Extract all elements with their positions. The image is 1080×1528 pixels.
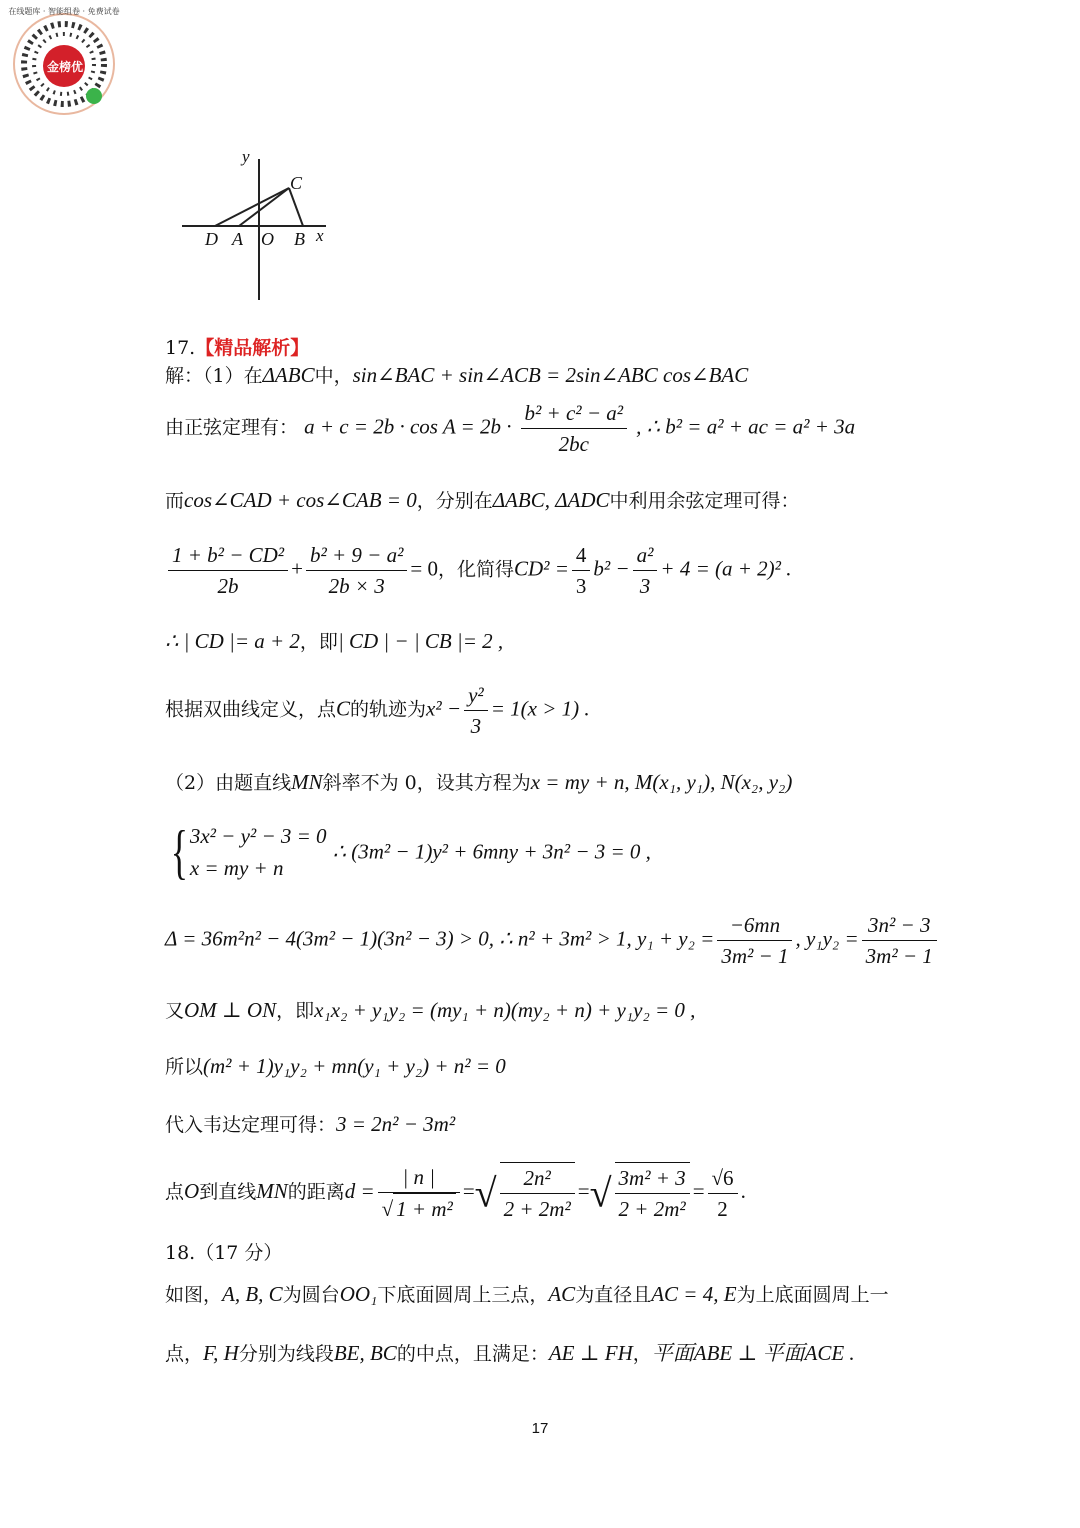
fraction	[306, 540, 407, 601]
numerator: 4	[572, 540, 591, 571]
text: 的轨迹为	[350, 698, 427, 721]
math: (m² + 1)y₁y₂ + mn(y₁ + y₂) + n² = 0	[203, 1054, 506, 1078]
math: b² −	[593, 556, 630, 581]
text: 中利用余弦定理可得：	[609, 490, 800, 512]
equals: =	[577, 1179, 590, 1203]
logo-ring-text: 在线题库 · 智能组卷 · 免费试卷	[8, 7, 120, 16]
axis-y-label: y	[242, 147, 250, 166]
point-o: O	[261, 229, 274, 249]
fraction	[633, 540, 658, 601]
math: F, H	[203, 1341, 239, 1365]
text: ，即	[299, 631, 338, 653]
math: AC = 4, E	[651, 1282, 737, 1306]
math: OO₁	[339, 1282, 378, 1306]
math: + 4 = (a + 2)² .	[660, 556, 792, 581]
math: | CD | − | CB |= 2 ,	[337, 629, 504, 653]
numerator: b² + 9 − a²	[306, 540, 407, 571]
numerator: 1 + b² − CD²	[168, 540, 288, 571]
text: 为直径且	[575, 1284, 652, 1306]
text: ，即	[276, 1000, 315, 1022]
text: 如图，	[165, 1284, 223, 1306]
denominator: 2bc	[558, 432, 589, 456]
math: A, B, C	[222, 1282, 283, 1306]
fraction	[464, 680, 488, 741]
system-eq-1: 3x² − y² − 3 = 0	[189, 824, 327, 848]
math: ΔABC, ΔADC	[492, 488, 610, 512]
math: ∴ | CD |= a + 2	[165, 629, 300, 653]
axis-x-label: x	[316, 226, 324, 245]
text: 下底面圆周上三点，	[377, 1284, 549, 1306]
p17-line-vieta	[165, 1110, 455, 1137]
text: 而	[165, 490, 185, 512]
text: 代入韦达定理可得：	[165, 1114, 337, 1136]
fraction	[378, 1162, 460, 1224]
fraction	[717, 910, 792, 971]
numerator: 3n² − 3	[862, 910, 937, 941]
text: 又	[165, 1000, 185, 1022]
text: 为圆台	[282, 1284, 340, 1306]
math: 3 = 2n² − 3m²	[336, 1112, 456, 1136]
text: ，	[632, 1343, 652, 1365]
point-a: A	[232, 229, 243, 249]
numerator: 2n²	[500, 1163, 575, 1194]
math: sin∠BAC + sin∠ACB = 2sin∠ABC cos∠BAC	[352, 363, 749, 387]
p17-line-cosine-eq: $\frac{\text{1 + b² − CD²}}{2b}$ + $\frac{\text{b² + 9 − a²}}{2b \times 3}$ = 0，化简得CD² = $\frac{4}{3}$ b² − $\frac{\text{a²}}{3}$ + 4 = (a + 2)² .	[165, 540, 791, 601]
segment-ac	[239, 188, 289, 226]
text: 点	[165, 1181, 185, 1203]
math: x₁x₂ + y₁y₂ = (my₁ + n)(my₂ + n) + y₁y₂ = 0 ,	[314, 998, 696, 1022]
numerator: | n |	[378, 1162, 460, 1193]
system-eq-2: x = my + n	[189, 856, 284, 880]
text: 为上底面圆周上一	[736, 1284, 889, 1306]
problem17-number: 17.	[165, 337, 196, 359]
text: 中，	[314, 365, 353, 387]
text: 所以	[165, 1056, 204, 1078]
numerator: 3m² + 3	[615, 1163, 690, 1194]
point-d: D	[205, 229, 218, 249]
p17-line-cos	[165, 486, 800, 513]
math: MN	[291, 770, 323, 794]
fraction	[500, 1162, 575, 1224]
p17-line-hyperbola	[165, 680, 590, 741]
fraction	[572, 540, 591, 601]
denominator: 3m² − 1	[721, 944, 789, 968]
math: AC	[548, 1282, 576, 1306]
denominator: 2 + 2m²	[618, 1197, 686, 1221]
point-b: B	[294, 229, 305, 249]
page-number: 17	[531, 1420, 549, 1437]
period: .	[740, 1179, 746, 1203]
math: cos∠CAD + cos∠CAB = 0	[184, 488, 417, 512]
p18-line-2	[165, 1337, 855, 1367]
text: 到直线	[199, 1181, 257, 1203]
numerator: a²	[633, 540, 658, 571]
math: BE, BC	[333, 1341, 397, 1365]
p17-line-part2	[165, 768, 792, 795]
p17-line-1	[165, 361, 748, 388]
denominator: 3	[639, 574, 651, 598]
point-c: C	[290, 173, 303, 193]
logo	[8, 4, 120, 120]
p17-line-therefore	[165, 627, 503, 654]
radicand: 1 + m²	[393, 1193, 456, 1224]
text: 的距离	[287, 1181, 345, 1203]
denominator: 2b × 3	[328, 574, 385, 598]
fraction	[521, 398, 628, 459]
logo-brand: 金榜优	[46, 60, 83, 74]
denominator: 3	[575, 574, 587, 598]
math: Δ = 36m²n² − 4(3m² − 1)(3n² − 3) > 0, ∴ n² + 3m² > 1, y₁ + y₂ =	[165, 926, 715, 951]
math: ΔABC	[262, 363, 315, 387]
segment-dc	[215, 188, 289, 226]
math: d =	[344, 1179, 375, 1203]
math: C	[336, 696, 351, 721]
p17-line-distance: 点O到直线MN的距离d = $\frac{| n |}{\text{√ 1 + m²}}$ =√ $\frac{\text{2n²}}{\text{2 + 2m²}}$ =√ $\frac{\text{3m² + 3}}{\text{2 + 2m²}}$ = $\frac{√6}{2}$ .	[165, 1162, 746, 1224]
denominator: 3	[470, 714, 482, 738]
math: AE ⊥ FH	[548, 1341, 633, 1365]
p17-line-system	[165, 820, 651, 884]
math: 平面ABE ⊥ 平面ACE .	[651, 1341, 855, 1365]
text: 斜率不为 0，设其方程为	[322, 772, 531, 794]
math: ∴ (3m² − 1)y² + 6mny + 3n² − 3 = 0 ,	[332, 839, 651, 864]
math: x = my + n, M(x₁, y₁), N(x₂, y₂)	[530, 770, 793, 794]
text: ，分别在	[416, 490, 493, 512]
text: 根据双曲线定义，点	[165, 698, 337, 721]
p17-line-perp	[165, 996, 695, 1023]
denominator: 2b	[217, 574, 239, 598]
text: 点，	[165, 1343, 204, 1365]
text: （2）由题直线	[165, 772, 292, 794]
brace: {	[170, 819, 189, 885]
text: 由正弦定理有：	[165, 416, 299, 439]
fraction	[708, 1163, 738, 1224]
math: a + c = 2b · cos A = 2b ·	[304, 414, 512, 439]
numerator: √6	[708, 1163, 738, 1194]
text: ，化简得	[437, 558, 514, 581]
problem17-tag: 【精品解析】	[195, 337, 310, 359]
problem17-heading	[165, 333, 309, 360]
math: CD² =	[514, 556, 569, 581]
equals: =	[462, 1179, 475, 1203]
denominator: 2	[717, 1196, 728, 1221]
p17-line-delta	[165, 910, 940, 971]
numerator: b² + c² − a²	[521, 398, 628, 429]
fraction	[168, 540, 288, 601]
p17-line-so	[165, 1052, 506, 1079]
fraction	[615, 1162, 690, 1224]
math: = 1(x > 1) .	[490, 696, 590, 721]
math: MN	[256, 1179, 288, 1203]
math: = 0	[410, 556, 438, 581]
equation-system	[190, 820, 327, 884]
math: x² −	[426, 696, 462, 721]
math: O	[184, 1179, 200, 1203]
fraction	[862, 910, 937, 971]
denominator: 2 + 2m²	[503, 1197, 571, 1221]
problem18-header: 18.（17 分）	[165, 1242, 283, 1264]
p18-line-1	[165, 1280, 889, 1307]
numerator: −6mn	[717, 910, 792, 941]
text: 的中点，且满足：	[396, 1343, 549, 1365]
text: 分别为线段	[238, 1343, 334, 1365]
denominator-sqrt: √ 1 + m²	[378, 1193, 460, 1224]
denominator: 3m² − 1	[865, 944, 933, 968]
math: , ∴ b² = a² + ac = a² + 3a	[636, 414, 856, 439]
p17-line-law-of-sines	[165, 398, 855, 459]
numerator: y²	[464, 680, 488, 711]
equals: =	[692, 1179, 705, 1203]
coordinate-figure	[178, 145, 338, 305]
math: , y₁y₂ =	[795, 926, 859, 951]
text: 解：（1）在	[165, 365, 263, 387]
math: OM ⊥ ON	[184, 998, 277, 1022]
